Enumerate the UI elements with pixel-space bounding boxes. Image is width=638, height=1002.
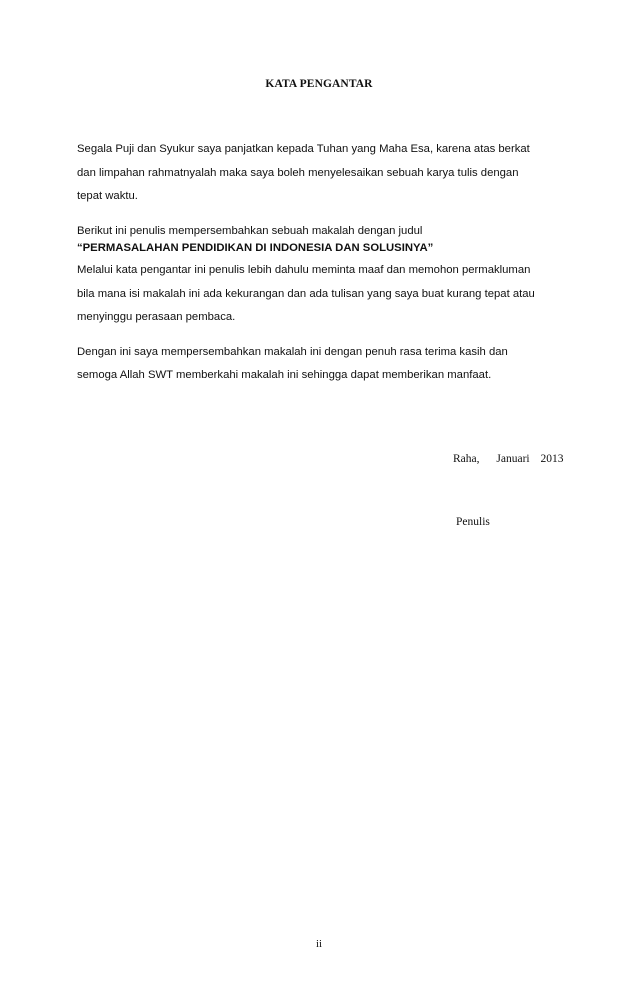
date-line — [453, 453, 563, 465]
paragraph-2-line-3: Melalui kata pengantar ini penulis lebih dahulu meminta maaf dan memohon permakluman — [77, 264, 531, 276]
place-text: Raha, — [453, 453, 480, 465]
month-text: Januari — [496, 453, 530, 465]
paragraph-2-line-1: Berikut ini penulis mempersembahkan sebuah makalah dengan judul — [77, 225, 423, 237]
paper-title-line: “PERMASALAHAN PENDIDIKAN DI INDONESIA DAN SOLUSINYA” — [77, 242, 434, 254]
signature-label: Penulis — [456, 516, 490, 528]
year-text: 2013 — [540, 453, 564, 465]
paragraph-2-line-5: menyinggu perasaan pembaca. — [77, 311, 236, 323]
page-number: ii — [315, 938, 323, 950]
paragraph-1-line-3: tepat waktu. — [77, 190, 138, 202]
paragraph-3-line-1: Dengan ini saya mempersembahkan makalah ini dengan penuh rasa terima kasih dan — [77, 346, 508, 358]
paragraph-3-line-2: semoga Allah SWT memberkahi makalah ini sehingga dapat memberikan manfaat. — [77, 369, 492, 381]
paragraph-1-line-2: dan limpahan rahmatnyalah maka saya boleh menyelesaikan sebuah karya tulis dengan — [77, 167, 519, 179]
page-title: KATA PENGANTAR — [265, 78, 373, 90]
paragraph-2-line-4: bila mana isi makalah ini ada kekurangan dan ada tulisan yang saya buat kurang tepat atau — [77, 288, 535, 300]
paragraph-1-line-1: Segala Puji dan Syukur saya panjatkan kepada Tuhan yang Maha Esa, karena atas berkat — [77, 143, 530, 155]
